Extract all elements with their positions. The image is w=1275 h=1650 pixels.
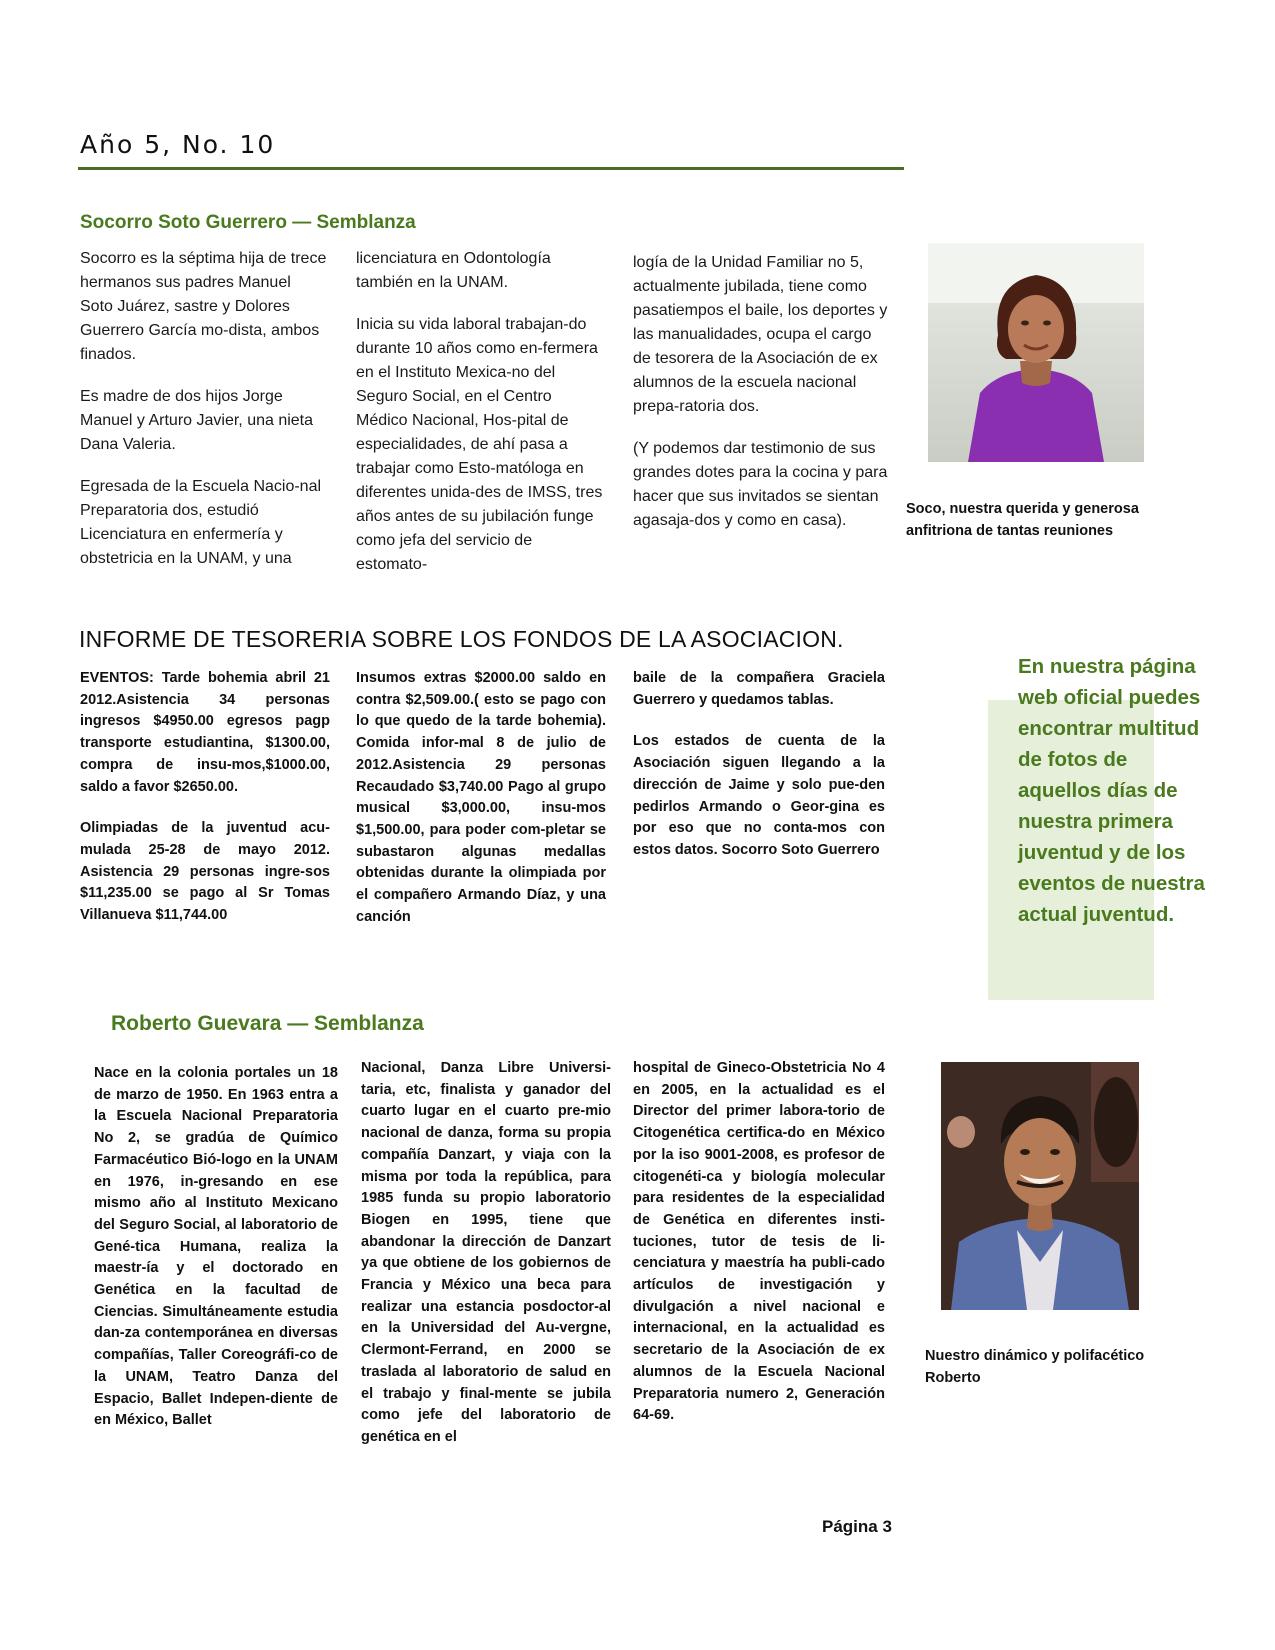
paragraph: Insumos extras $2000.00 saldo en contra $2,509.00.( esto se pago con lo que quedo de la tarde bohemia). Comida infor-mal 8 de julio de 2012.Asistencia 29 personas Recaudado $3,740.00 Pago al grupo musical $3,000.00, insu-mos $1,500.00, para poder com-pletar se subastaron algunas medallas obtenidas durante la olimpiada por el compañero Armando Díaz, y una canción <box>356 670 606 925</box>
paragraph: EVENTOS: Tarde bohemia abril 21 2012.Asistencia 34 personas ingresos $4950.00 egresos pagp transporte estudiantina, $1300.00, compra de insu-mos,$1000.00, saldo a favor $2650.00. <box>80 670 330 795</box>
informe-title: INFORME DE TESORERIA SOBRE LOS FONDOS DE LA ASOCIACION. <box>79 626 844 652</box>
roberto-caption: Nuestro dinámico y polifacético Roberto <box>925 1348 1145 1386</box>
issue-number: Año 5, No. 10 <box>80 130 276 159</box>
socorro-column-1 <box>80 247 328 589</box>
roberto-column-3 <box>633 1058 885 1447</box>
socorro-column-3 <box>633 251 891 551</box>
roberto-photo <box>941 1062 1139 1310</box>
paragraph: (Y podemos dar testimonio de sus grandes dotes para la cocina y para hacer que sus invitados se sientan agasaja-dos y como en casa). <box>633 440 888 529</box>
sidebar-callout: En nuestra página web oficial puedes encontrar multitud de fotos de aquellos días de nuestra primera juventud y de los eventos de nuestra actual juventud. <box>1018 655 1205 926</box>
paragraph: Los estados de cuenta de la Asociación siguen llegando a la dirección de Jaime y solo pue-den pedirlos Armando o Geor-gina es por eso que no conta-mos con estos datos. Socorro Soto Guerrero <box>633 733 885 858</box>
paragraph: Nace en la colonia portales un 18 de marzo de 1950. En 1963 entra a la Escuela Nacional Preparatoria No 2, se gradúa de Químico Farmacéutico Bió-logo en la UNAM en 1976, in-gresando en ese mismo año al Instituto Mexicano del Seguro Social, al laboratorio de Gené-tica Humana, realiza la maestr-ía y el doctorado en Genética en la facultad de Ciencias. Simultáneamente estudia dan-za contemporánea en diversas compañías, Taller Coreográfi-co de la UNAM, Teatro Danza del Espacio, Ballet Indepen-diente de en México, Ballet <box>94 1065 338 1429</box>
informe-column-1 <box>80 668 330 947</box>
informe-column-2 <box>356 668 606 948</box>
roberto-heading: Roberto Guevara — Semblanza <box>111 1012 424 1035</box>
socorro-photo <box>928 243 1144 462</box>
paragraph: Nacional, Danza Libre Universi-taria, etc, finalista y ganador del cuarto lugar en el cuarto pre-mio nacional de danza, forma su propia compañía Danzart, y viaja con la misma por toda la república, para 1985 funda su propio laboratorio Biogen en 1995, tiene que abandonar la dirección de Danzart ya que obtiene de los gobiernos de Francia y México una beca para realizar una estancia posdoctor-al en la Universidad del Au-vergne, Clermont-Ferrand, en 2000 se traslada al laboratorio de salud en el trabajo y final-mente se jubila como jefe del laboratorio de genética en el <box>361 1060 611 1445</box>
paragraph: hospital de Gineco-Obstetricia No 4 en 2005, en la actualidad es el Director del primer labora-torio de Citogenética certifica-do en México por la iso 9001-2008, es profesor de citogenéti-ca y biología molecular para residentes de la especialidad de Genética en diferentes insti-tuciones, tutor de tesis de li-cenciatura y maestría ha publi-cado artículos de investigación y divulgación a nivel nacional e internacional, en la actualidad es secretario de la Asociación de ex alumnos de la Escuela Nacional Preparatoria numero 2, Generación 64-69. <box>633 1060 885 1424</box>
roberto-column-2 <box>361 1058 611 1469</box>
paragraph: baile de la compañera Graciela Guerrero y quedamos tablas. <box>633 670 885 708</box>
header-divider <box>78 167 904 170</box>
paragraph: logía de la Unidad Familiar no 5, actualmente jubilada, tiene como pasatiempos el baile, los deportes y las manualidades, ocupa el cargo de tesorera de la Asociación de ex alumnos de la escuela nacional prepa-ratoria dos. <box>633 254 888 415</box>
informe-column-3 <box>633 668 885 882</box>
paragraph: Olimpiadas de la juventud acu-mulada 25-28 de mayo 2012. Asistencia 29 personas ingre-sos $11,235.00 se pago al Sr Tomas Villanueva $11,744.00 <box>80 820 330 924</box>
paragraph: licenciatura en Odontología también en la UNAM. <box>356 250 551 291</box>
socorro-caption: Soco, nuestra querida y generosa anfitriona de tantas reuniones <box>906 501 1139 539</box>
paragraph: Es madre de dos hijos Jorge Manuel y Arturo Javier, una nieta Dana Valeria. <box>80 388 314 453</box>
page-number: Página 3 <box>822 1517 892 1536</box>
socorro-heading: Socorro Soto Guerrero — Semblanza <box>80 212 416 233</box>
roberto-column-1 <box>94 1063 338 1452</box>
socorro-column-2 <box>356 247 606 595</box>
paragraph: Socorro es la séptima hija de trece hermanos sus padres Manuel Soto Juárez, sastre y Dolores Guerrero García mo-dista, ambos finados. <box>80 250 327 363</box>
paragraph: Egresada de la Escuela Nacio-nal Preparatoria dos, estudió Licenciatura en enfermería y obstetricia en la UNAM, y una <box>80 478 322 567</box>
paragraph: Inicia su vida laboral trabajan-do durante 10 años como en-fermera en el Instituto Mexica-no del Seguro Social, en el Centro Médico Nacional, Hos-pital de especialidades, de ahí pasa a trabajar como Esto-matóloga en diferentes unida-des de IMSS, tres años antes de su jubilación funge como jefa del servicio de estomato- <box>356 316 603 573</box>
